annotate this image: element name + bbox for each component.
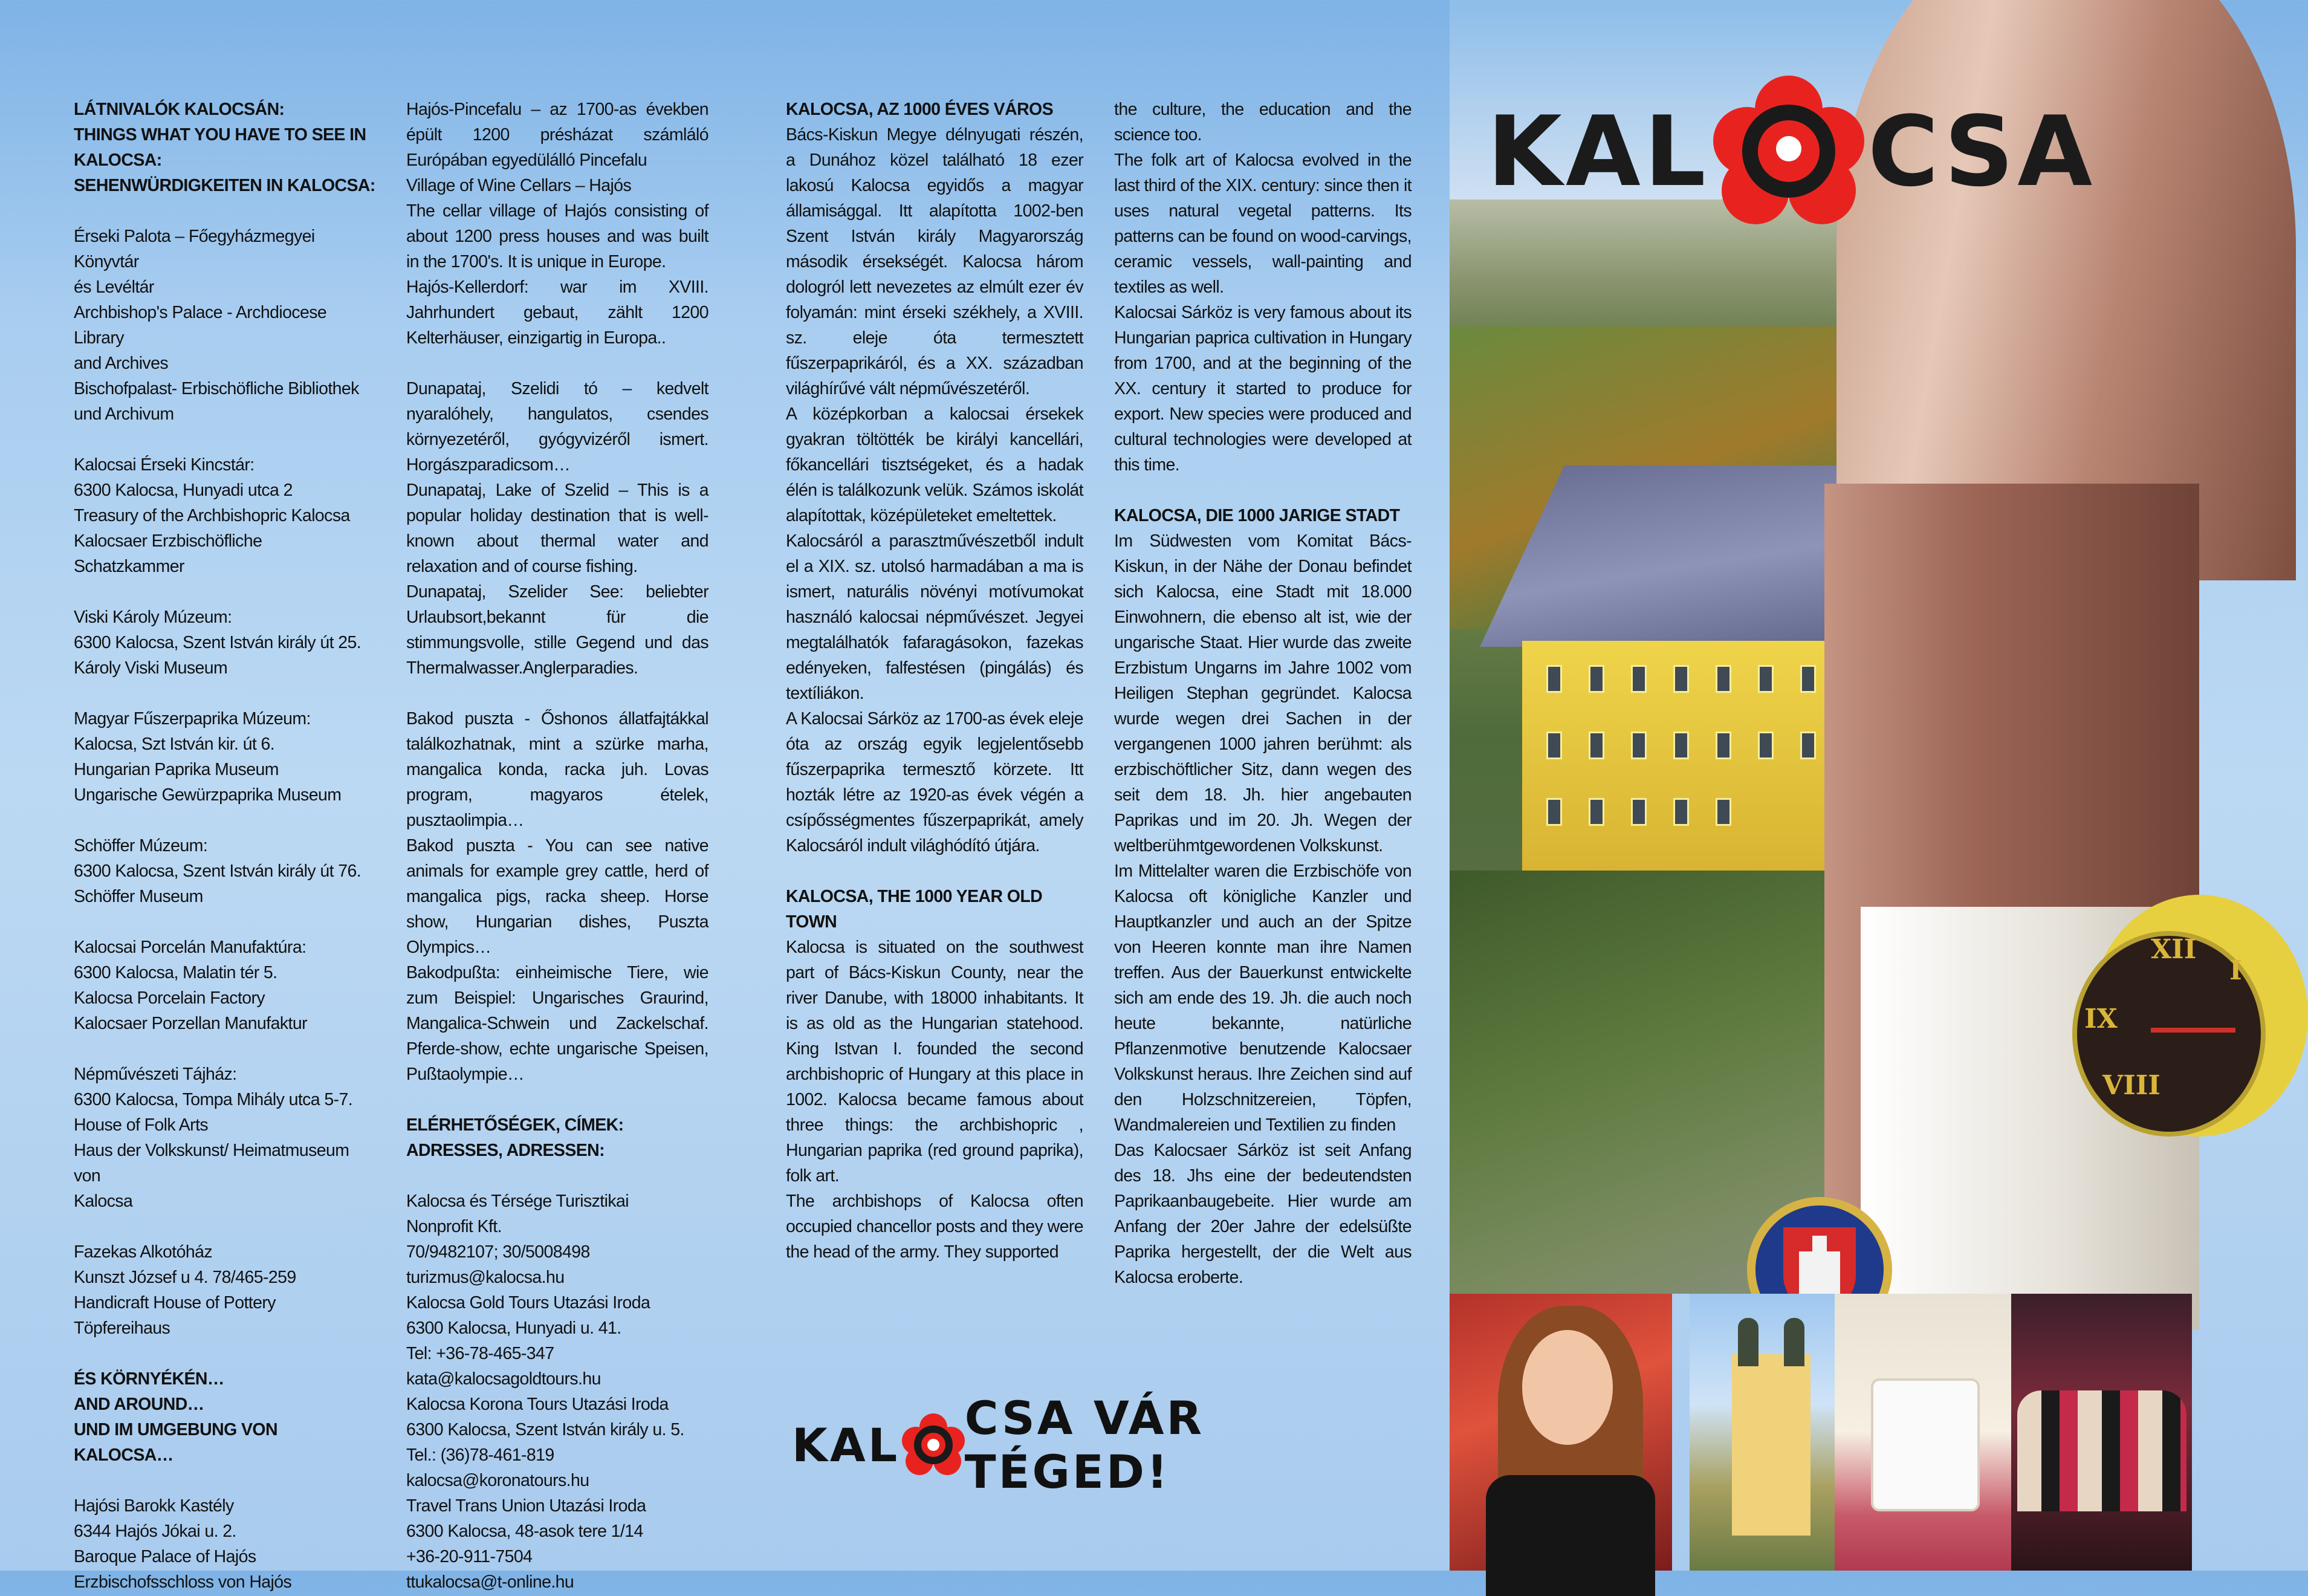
- spacer: [786, 858, 1083, 884]
- text-line: Hungarian Paprika Museum: [74, 760, 279, 779]
- section-heading: ELÉRHETŐSÉGEK, CÍMEK:: [406, 1115, 624, 1135]
- section-heading: KALOCSA, DIE 1000 JARIGE STADT: [1114, 506, 1400, 525]
- text-line: 6300 Kalocsa, Szent István király út 76.: [74, 861, 361, 881]
- section-heading: LÁTNIVALÓK KALOCSÁN:: [74, 100, 285, 119]
- text-line: Tel: +36-78-465-347: [406, 1344, 554, 1363]
- spacer: [74, 681, 376, 706]
- text-line: Kalocsa Gold Tours Utazási Iroda: [406, 1293, 650, 1312]
- text-line: 6300 Kalocsa, Tompa Mihály utca 5-7.: [74, 1090, 353, 1109]
- spacer: [74, 1036, 376, 1062]
- text-line: Hajós-Pincefalu – az 1700-as években épült 1200 présházat számláló Európában egyedülálló Pincefalu: [406, 100, 708, 170]
- text-line: Village of Wine Cellars – Hajós: [406, 176, 632, 195]
- text-line: Travel Trans Union Utazási Iroda: [406, 1496, 646, 1516]
- spacer: [1114, 478, 1412, 503]
- text-line: und Archivum: [74, 404, 174, 424]
- text-line: Dunapataj, Szelider See: beliebter Urlaubsort,bekannt für die stimmungsvolle, stille Gegend und das Thermalwasser.Anglerparadies.: [406, 582, 708, 678]
- logo-text-left: KAL: [1487, 94, 1710, 208]
- text-line: the culture, the education and the science too.: [1114, 100, 1412, 144]
- text-line: A középkorban a kalocsai érsekek gyakran töltötték be királyi kancellári, főkancellári tisztségeket, és a hadak élén is találkozunk velük. Számos iskolát alapítottak, középületeket emeltettek.: [786, 404, 1083, 525]
- section-heading: KALOCSA, AZ 1000 ÉVES VÁROS: [786, 100, 1054, 119]
- text-line: 6300 Kalocsa, Malatin tér 5.: [74, 963, 277, 982]
- text-line: Kalocsa Porcelain Factory: [74, 988, 265, 1008]
- text-line: Károly Viski Museum: [74, 658, 228, 678]
- text-line: Schöffer Múzeum:: [74, 836, 208, 855]
- section-heading: AND AROUND…: [74, 1395, 204, 1414]
- text-line: 6300 Kalocsa, Hunyadi u. 41.: [406, 1319, 621, 1338]
- text-line: Ungarische Gewürzpaprika Museum: [74, 785, 342, 805]
- clock-hand: [2151, 1028, 2235, 1033]
- text-line: 6300 Kalocsa, 48-asok tere 1/14: [406, 1522, 643, 1541]
- spacer: [74, 198, 376, 224]
- cathedral-photo: [1690, 1294, 1852, 1571]
- text-line: Schöffer Museum: [74, 887, 203, 906]
- text-line: Kalocsai Porcelán Manufaktúra:: [74, 938, 306, 957]
- text-line: Dunapataj, Szelidi tó – kedvelt nyaralóhely, hangulatos, csendes környezetéről, gyógyvizéről ismert. Horgászparadicsom…: [406, 379, 708, 475]
- clock-numeral: IX: [2084, 1004, 2118, 1034]
- paprika-rosette-icon: [1713, 76, 1864, 227]
- text-line: 6300 Kalocsa, Szent István király út 25.: [74, 633, 361, 652]
- text-line: ttukalocsa@t-online.hu: [406, 1572, 574, 1592]
- spacer: [74, 808, 376, 833]
- folk-dancers-photo: [2011, 1294, 2192, 1571]
- text-line: Érseki Palota – Főegyházmegyei Könyvtár: [74, 227, 315, 271]
- spacer: [74, 1214, 376, 1239]
- text-line: 6300 Kalocsa, Hunyadi utca 2: [74, 481, 293, 500]
- text-line: Viski Károly Múzeum:: [74, 608, 232, 627]
- text-line: Im Südwesten vom Komitat Bács-Kiskun, in der Nähe der Donau befindet sich Kalocsa, eine Stadt mit 18.000 Einwohnern, die ebenso alt ist, wie der ungarische Staat. Hier wurde das zweite Erzbistum Ungarns im Jahre 1002 vom Heiligen Stephan gegründet. Kalocsa wurde wegen drei Sachen in der vergangenen 1000 jahren berühmt: als erzbischöftlicher Sitz, dann wegen des seit dem 18. Jh. hier angebauten Paprikas und im 20. Jh. Wegen der weltberühmtgewordenen Volkskunst.: [1114, 531, 1412, 855]
- section-heading: KALOCSA:: [74, 151, 162, 170]
- paprika-rosette-icon: [902, 1413, 962, 1476]
- text-line: Kalocsaer Erzbischöfliche Schatzkammer: [74, 531, 262, 576]
- spacer: [406, 1163, 708, 1189]
- text-line: Kalocsa Korona Tours Utazási Iroda: [406, 1395, 669, 1414]
- text-line: 6344 Hajós Jókai u. 2.: [74, 1522, 236, 1541]
- clock-numeral: I: [2229, 955, 2242, 986]
- text-line: House of Folk Arts: [74, 1115, 209, 1135]
- text-line: Fazekas Alkotóház: [74, 1242, 213, 1262]
- section-heading: KALOCSA, THE 1000 YEAR OLD TOWN: [786, 887, 1043, 932]
- text-line: 6300 Kalocsa, Szent István király u. 5.: [406, 1420, 684, 1439]
- text-line: Erzbischofsschloss von Hajós: [74, 1572, 292, 1592]
- text-line: Archbishop's Palace - Archdiocese Library: [74, 303, 327, 348]
- text-line: Bakodpußta: einheimische Tiere, wie zum Beispiel: Ungarisches Graurind, Mangalica-Schwein und Zackelschaf. Pferde-show, echte ungarische Speisen, Pußtaolympie…: [406, 963, 708, 1084]
- section-heading: ADRESSES, ADRESSEN:: [406, 1141, 605, 1160]
- logo-text-right: CSA: [1867, 94, 2096, 208]
- clock-numeral: VIII: [2102, 1070, 2161, 1101]
- text-line: Töpfereihaus: [74, 1319, 170, 1338]
- text-line: Bács-Kiskun Megye délnyugati részén, a Dunához közel található 18 ezer lakosú Kalocsa egyidős a magyar államisággal. Itt alapította 1002-ben Szent István király Magyarország második érsekségét. Kalocsa három dologról lett nevezetes az elmúlt ezer év folyamán: mint érseki székhely, a XVIII. sz. eleje óta termesztett fűszerpaprikáról, és a XX. században világhírűvé vált népművészetéről.: [786, 125, 1083, 398]
- painted-stove-interior-photo: [1835, 1294, 2011, 1571]
- text-line: Im Mittelalter waren die Erzbischöfe von Kalocsa oft königliche Kanzler und Hauptkanzler und auch an der Spitze von Heeren konnte man ihre Namen treffen. Aus der Bauerkunst entwickelte sich am ende des 19. Jh. die auch noch heute bekannte, natürliche Pflanzenmotive benutzende Kalocsaer Volkskunst heraus. Ihre Zeichen sind auf den Holzschnitzereien, Töpfen, Wandmalereien und Textilien zu finden: [1114, 861, 1412, 1135]
- text-line: kalocsa@koronatours.hu: [406, 1471, 589, 1490]
- text-line: Népművészeti Tájház:: [74, 1065, 237, 1084]
- text-line: Kalocsai Sárköz is very famous about its Hungarian paprica cultivation in Hungary from 1700, and at the beginning of the XX. century it started to produce for export. New species were produced and cultural technologies were developed at this time.: [1114, 303, 1412, 475]
- text-line: kata@kalocsagoldtours.hu: [406, 1369, 601, 1389]
- history-hu-en-column: [786, 97, 1083, 1265]
- spacer: [406, 681, 708, 706]
- slogan-text-left: KAL: [792, 1418, 900, 1472]
- text-line: Hajós-Kellerdorf: war im XVIII. Jahrhundert gebaut, zählt 1200 Kelterhäuser, einzigartig in Europa..: [406, 277, 708, 348]
- spacer: [74, 427, 376, 452]
- text-line: Kalocsa: [74, 1192, 133, 1211]
- kalocsa-logo: [1487, 73, 2146, 230]
- section-heading: THINGS WHAT YOU HAVE TO SEE IN: [74, 125, 366, 144]
- text-line: Hajósi Barokk Kastély: [74, 1496, 234, 1516]
- text-line: The folk art of Kalocsa evolved in the last third of the XIX. century: since then it uses natural vegetal patterns. Its patterns can be found on wood-carvings, ceramic vessels, wall-painting and textiles as well.: [1114, 151, 1412, 297]
- spacer: [406, 351, 708, 376]
- text-line: Kalocsai Érseki Kincstár:: [74, 455, 254, 475]
- spacer: [406, 1087, 708, 1112]
- text-line: Magyar Fűszerpaprika Múzeum:: [74, 709, 311, 728]
- text-line: 70/9482107; 30/5008498: [406, 1242, 590, 1262]
- folk-costume-woman-photo: [1450, 1294, 1672, 1571]
- text-line: A Kalocsai Sárköz az 1700-as évek eleje óta az ország egyik legjelentősebb fűszerpaprika termesztő körzete. Itt hozták létre az 1920-as évek végén a csípősségmentes fűszerpaprikát, amely Kalocsáról indult világhódító útjára.: [786, 709, 1083, 855]
- sights-column: [74, 97, 376, 1595]
- text-line: Handicraft House of Pottery: [74, 1293, 276, 1312]
- section-heading: SEHENWÜRDIGKEITEN IN KALOCSA:: [74, 176, 375, 195]
- text-line: Kalocsaer Porzellan Manufaktur: [74, 1014, 307, 1033]
- history-en-de-column: [1114, 97, 1412, 1290]
- text-line: és Levéltár: [74, 277, 154, 297]
- text-line: Bischofpalast- Erbischöfliche Bibliothek: [74, 379, 359, 398]
- text-line: Kalocsa is situated on the southwest part of Bács-Kiskun County, near the river Danube, with 18000 inhabitants. It is as old as the Hungarian statehood. King Istvan I. founded the second archbishopric of Hungary at this place in 1002. Kalocsa became famous about three things: the archbishopric , Hungarian paprika (red ground paprika), folk art.: [786, 938, 1083, 1186]
- text-line: Kunszt József u 4. 78/465-259: [74, 1268, 296, 1287]
- text-line: Bakod puszta - You can see native animals for example grey cattle, herd of mangalica pigs, racka sheep. Horse show, Hungarian dishes, Puszta Olympics…: [406, 836, 708, 957]
- text-line: Kalocsa és Térsége Turisztikai: [406, 1192, 629, 1211]
- text-line: Das Kalocsaer Sárköz ist seit Anfang des 18. Jhs eine der bedeutendsten Paprikaanbaugebeite. Hier wurde am Anfang der 20er Jahre der edelsüßte Paprika hergestellt, der die Welt aus Kalocsa eroberte.: [1114, 1141, 1412, 1287]
- text-line: Haus der Volkskunst/ Heimatmuseum von: [74, 1141, 349, 1186]
- text-line: Baroque Palace of Hajós: [74, 1547, 256, 1566]
- slogan: [792, 1391, 1408, 1499]
- clock-numeral: XII: [2151, 934, 2197, 965]
- section-heading: UND IM UMGEBUNG VON KALOCSA…: [74, 1420, 277, 1465]
- text-line: Dunapataj, Lake of Szelid – This is a popular holiday destination that is well-known about thermal water and relaxation and of course fishing.: [406, 481, 708, 576]
- spacer: [74, 579, 376, 605]
- text-line: Kalocsáról a parasztművészetből indult el a XIX. sz. utolsó harmadában a ma is ismert, naturális növényi motívumokat használó kalocsai népművészet. Jegyei megtalálhatók fafaragásokon, fazekas edényeken, falfestésen (pingálás) és textíliákon.: [786, 531, 1083, 703]
- text-line: Treasury of the Archbishopric Kalocsa: [74, 506, 350, 525]
- spacer: [74, 1341, 376, 1366]
- text-line: +36-20-911-7504: [406, 1547, 533, 1566]
- spacer: [74, 1468, 376, 1493]
- text-line: The cellar village of Hajós consisting of about 1200 press houses and was built in the 1700's. It is unique in Europe.: [406, 201, 708, 271]
- text-line: Kalocsa, Szt István kir. út 6.: [74, 735, 275, 754]
- slogan-text-right: CSA VÁR TÉGED!: [964, 1391, 1204, 1499]
- text-line: turizmus@kalocsa.hu: [406, 1268, 565, 1287]
- text-line: Tel.: (36)78-461-819: [406, 1445, 554, 1465]
- text-line: Bakod puszta - Őshonos állatfajtákkal találkozhatnak, mint a szürke marha, mangalica konda, racka juh. Lovas program, magyaros ételek, pusztaolimpia…: [406, 709, 708, 830]
- text-line: Nonprofit Kft.: [406, 1217, 502, 1236]
- text-line: The archbishops of Kalocsa often occupied chancellor posts and they were the head of the army. They supported: [786, 1192, 1083, 1262]
- section-heading: ÉS KÖRNYÉKÉN…: [74, 1369, 224, 1389]
- spacer: [74, 909, 376, 935]
- surroundings-contacts-column: [406, 97, 708, 1595]
- text-line: and Archives: [74, 354, 168, 373]
